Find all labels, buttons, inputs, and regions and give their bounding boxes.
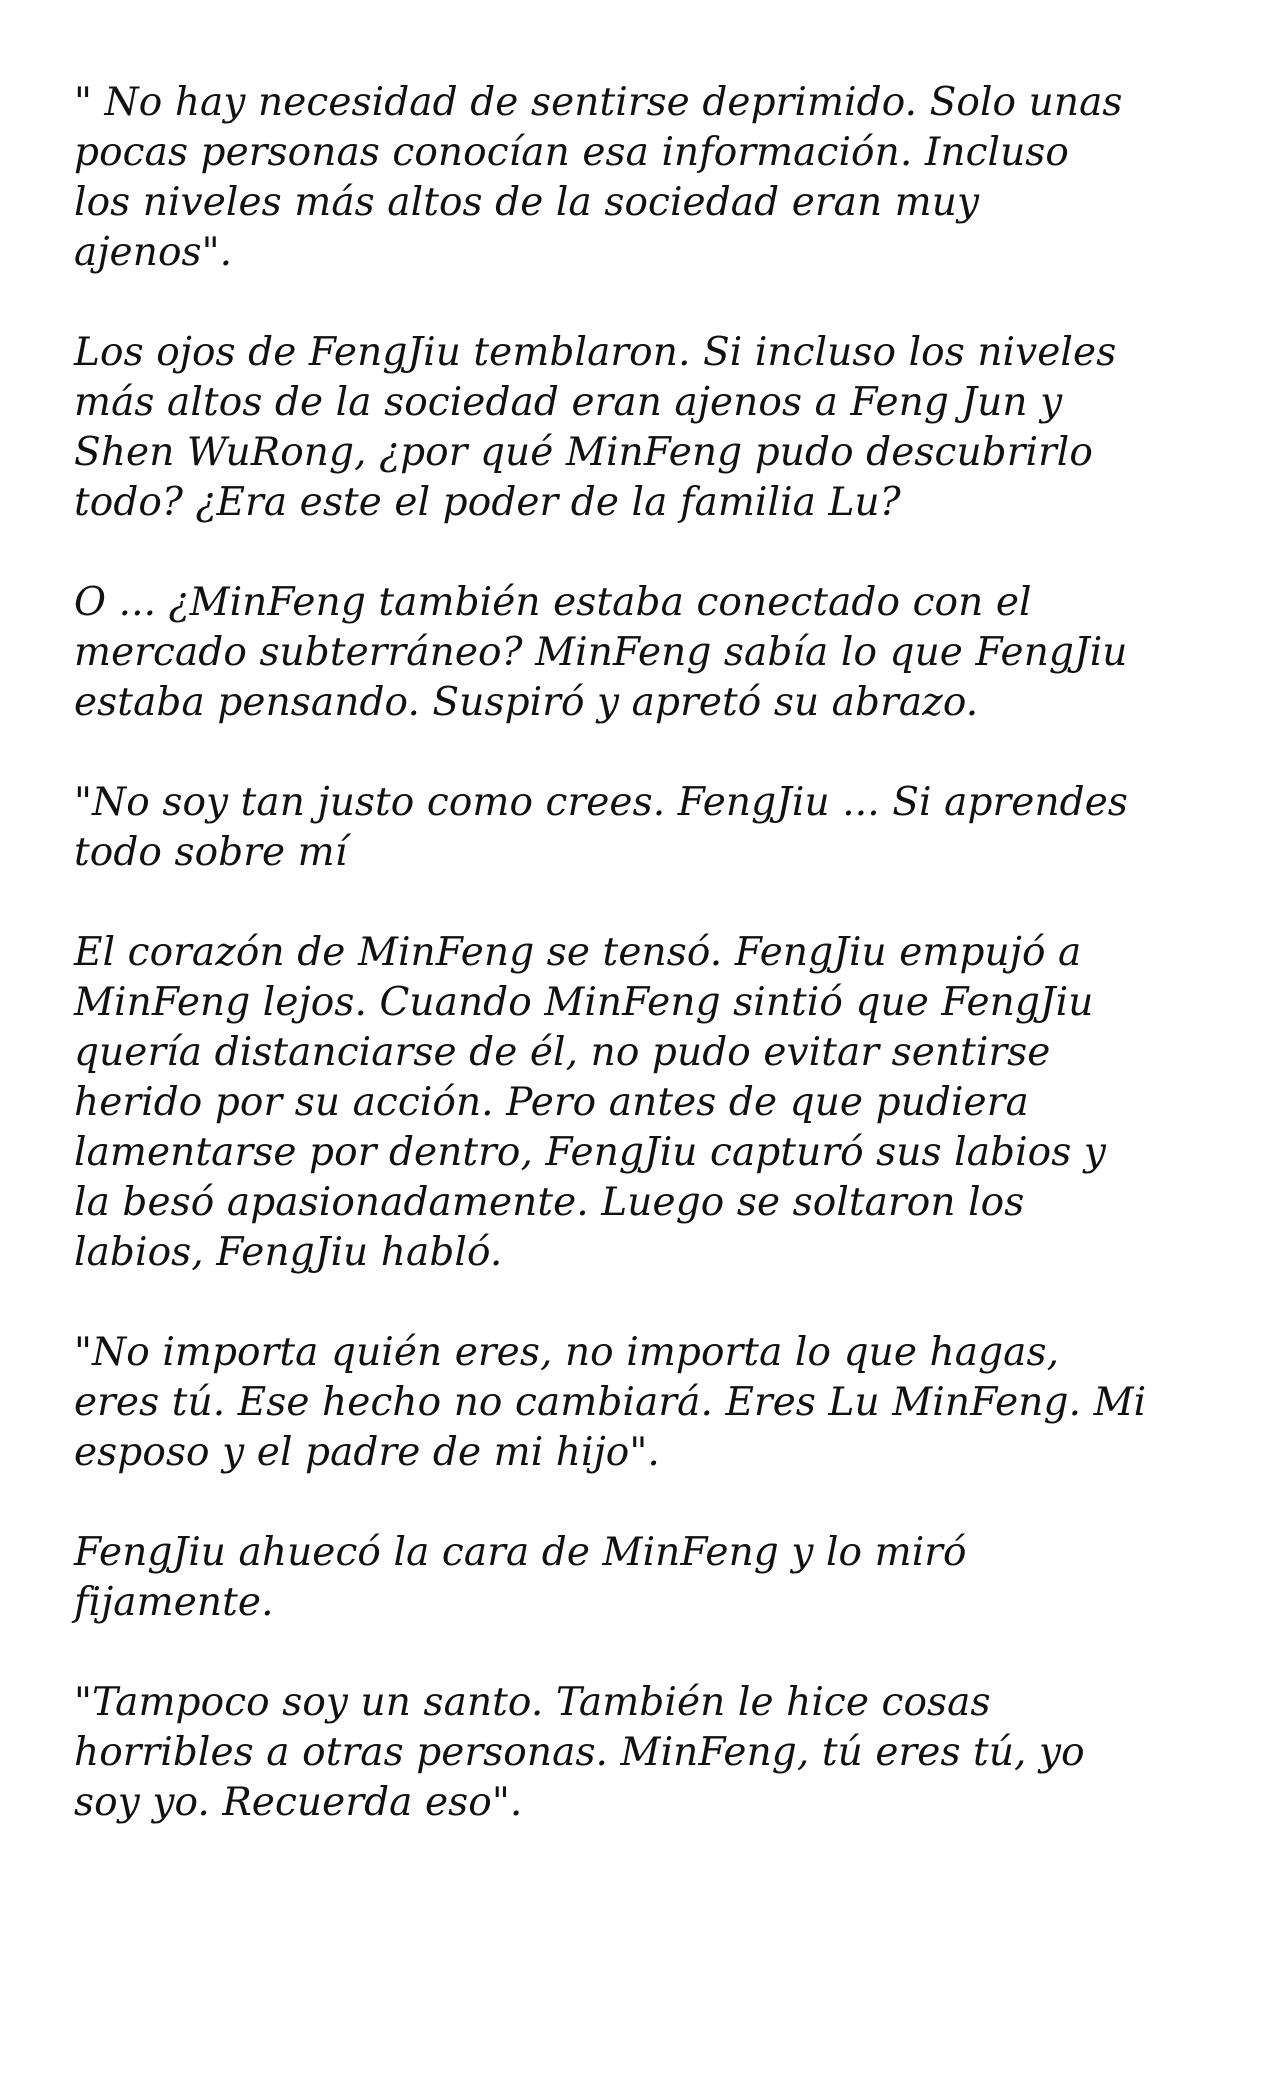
paragraph: Los ojos de FengJiu temblaron. Si incluso los niveles más altos de la sociedad eran ajenos a Feng Jun y Shen WuRong, ¿por qué MinFeng pudo descubrirlo todo? ¿Era este el poder de la familia Lu? <box>74 330 1117 525</box>
paragraph: "Tampoco soy un santo. También le hice cosas horribles a otras personas. MinFeng, tú eres tú, yo soy yo. Recuerda eso". <box>74 1680 1085 1825</box>
paragraph: O ... ¿MinFeng también estaba conectado con el mercado subterráneo? MinFeng sabía lo que FengJiu estaba pensando. Suspiró y apretó su abrazo. <box>74 580 1128 725</box>
paragraph: " No hay necesidad de sentirse deprimido. Solo unas pocas personas conocían esa información. Incluso los niveles más altos de la sociedad eran muy ajenos". <box>74 80 1123 275</box>
paragraph: El corazón de MinFeng se tensó. FengJiu empujó a MinFeng lejos. Cuando MinFeng sintió que FengJiu quería distanciarse de él, no pudo evitar sentirse herido por su acción. Pero antes de que pudiera lamentarse por dentro, FengJiu capturó sus labios y la besó apasionadamente. Luego se soltaron los labios, FengJiu habló. <box>74 930 1107 1275</box>
paragraph: FengJiu ahuecó la cara de MinFeng y lo miró fijamente. <box>74 1530 967 1625</box>
paragraph: "No soy tan justo como crees. FengJiu ... Si aprendes todo sobre mí <box>74 780 1129 875</box>
paragraph: "No importa quién eres, no importa lo que hagas, eres tú. Ese hecho no cambiará. Eres Lu MinFeng. Mi esposo y el padre de mi hijo". <box>74 1330 1147 1475</box>
